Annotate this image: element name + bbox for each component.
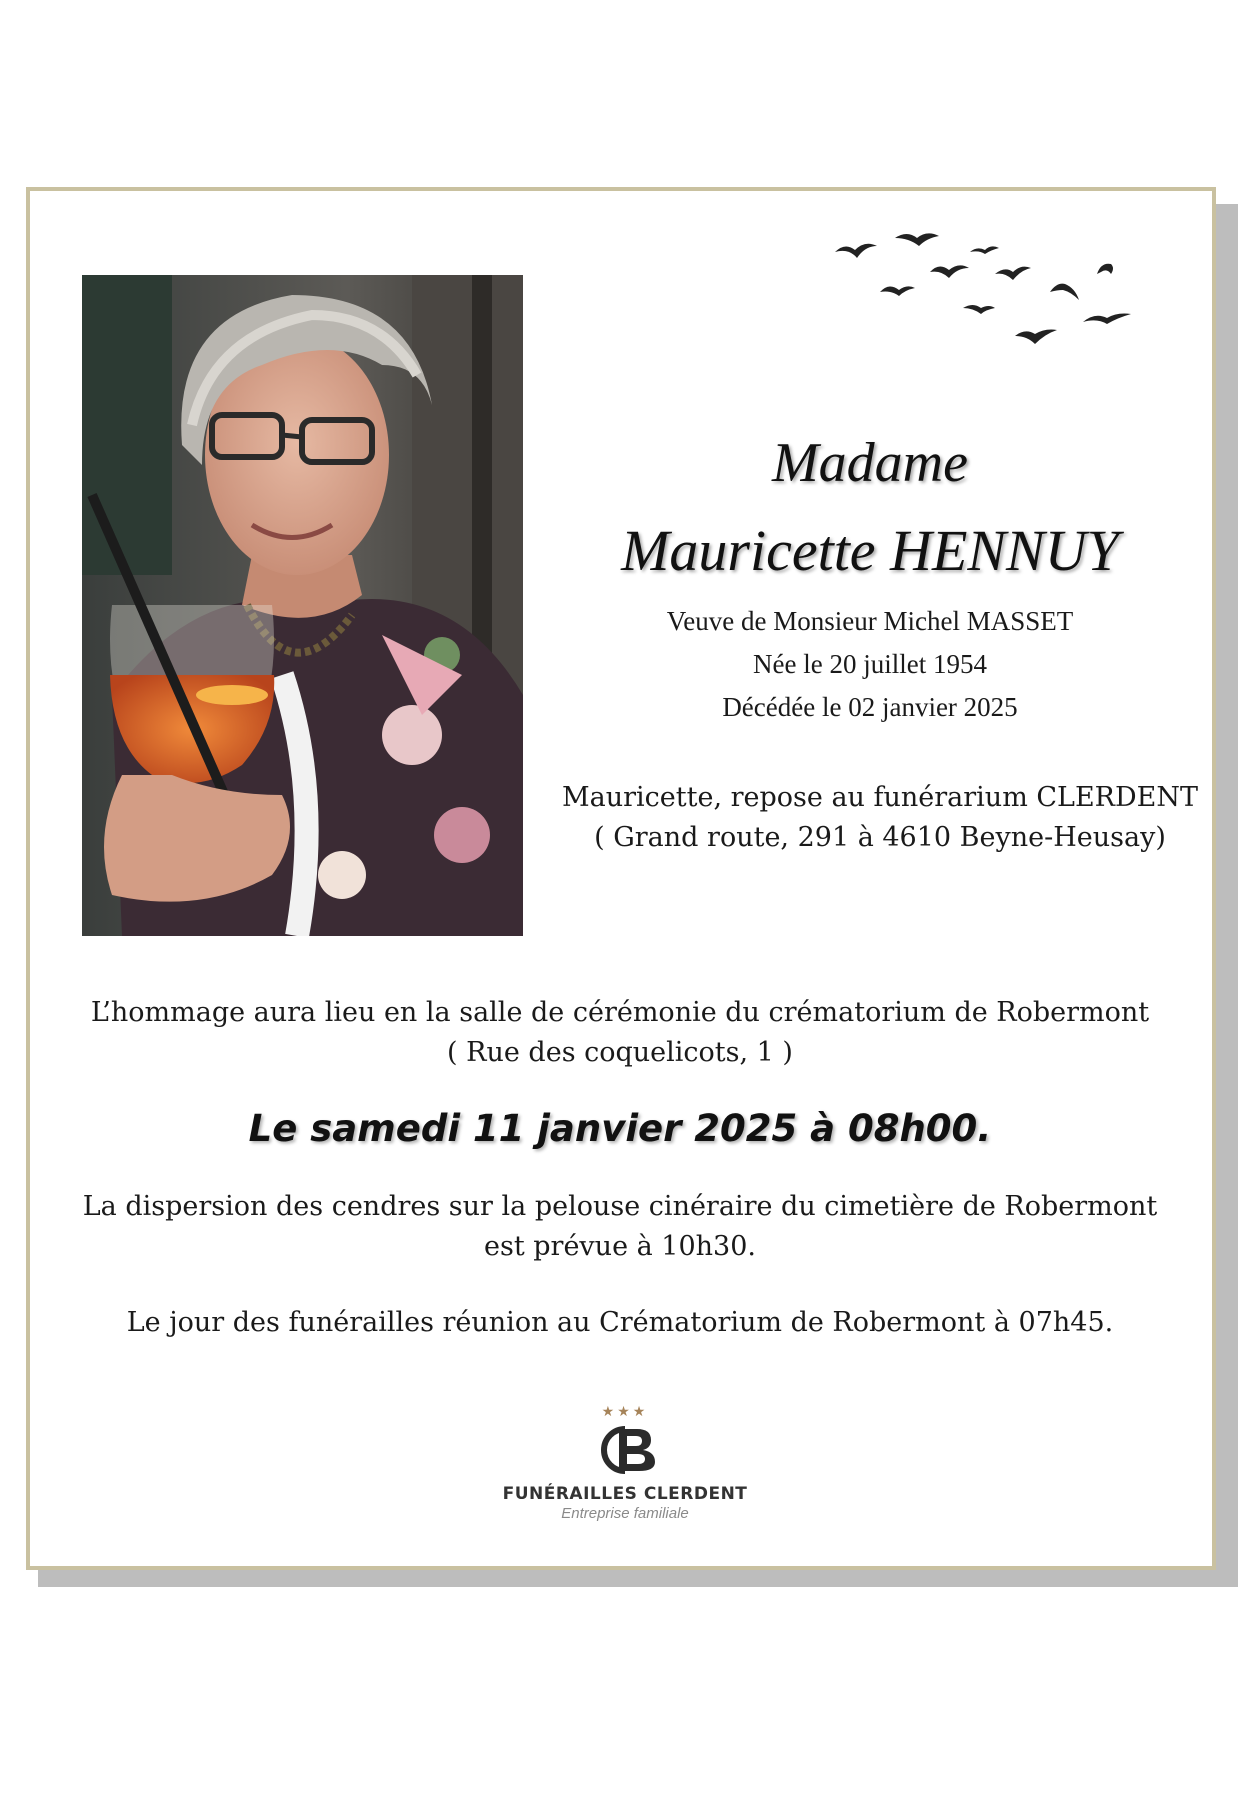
repose-address: ( Grand route, 291 à 4610 Beyne-Heusay) xyxy=(594,822,1166,853)
hommage-address: ( Rue des coquelicots, 1 ) xyxy=(447,1037,793,1068)
funeral-home-logo xyxy=(500,1405,750,1535)
deceased-title xyxy=(560,425,1180,591)
ceremony-date: Le samedi 11 janvier 2025 à 08h00. xyxy=(248,1107,992,1150)
repose-info xyxy=(540,778,1220,858)
death-date: Décédée le 02 janvier 2025 xyxy=(722,692,1018,722)
deceased-name: Mauricette HENNUY xyxy=(621,518,1119,583)
clerdent-logo-icon xyxy=(585,1423,665,1477)
dispersion-info xyxy=(60,1187,1180,1267)
deceased-info xyxy=(560,600,1180,729)
portrait-photo xyxy=(82,275,523,936)
birth-date: Née le 20 juillet 1954 xyxy=(753,649,987,679)
hommage-info xyxy=(60,993,1180,1073)
dispersion-time: est prévue à 10h30. xyxy=(483,1231,756,1262)
honorific: Madame xyxy=(772,432,968,494)
dispersion-line: La dispersion des cendres sur la pelouse cinéraire du cimetière de Robermont xyxy=(82,1191,1158,1222)
flying-birds-icon xyxy=(835,232,1145,357)
logo-brand: FUNÉRAILLES CLERDENT xyxy=(502,1484,748,1504)
logo-tagline: Entreprise familiale xyxy=(561,1505,689,1522)
widow-of: Veuve de Monsieur Michel MASSET xyxy=(666,606,1074,636)
reunion-info: Le jour des funérailles réunion au Crématorium de Robermont à 07h45. xyxy=(126,1307,1114,1338)
logo-stars: ★★★ xyxy=(601,1405,649,1420)
hommage-line: L’hommage aura lieu en la salle de cérémonie du crématorium de Robermont xyxy=(90,997,1150,1028)
repose-line: Mauricette, repose au funérarium CLERDENT xyxy=(561,782,1199,813)
